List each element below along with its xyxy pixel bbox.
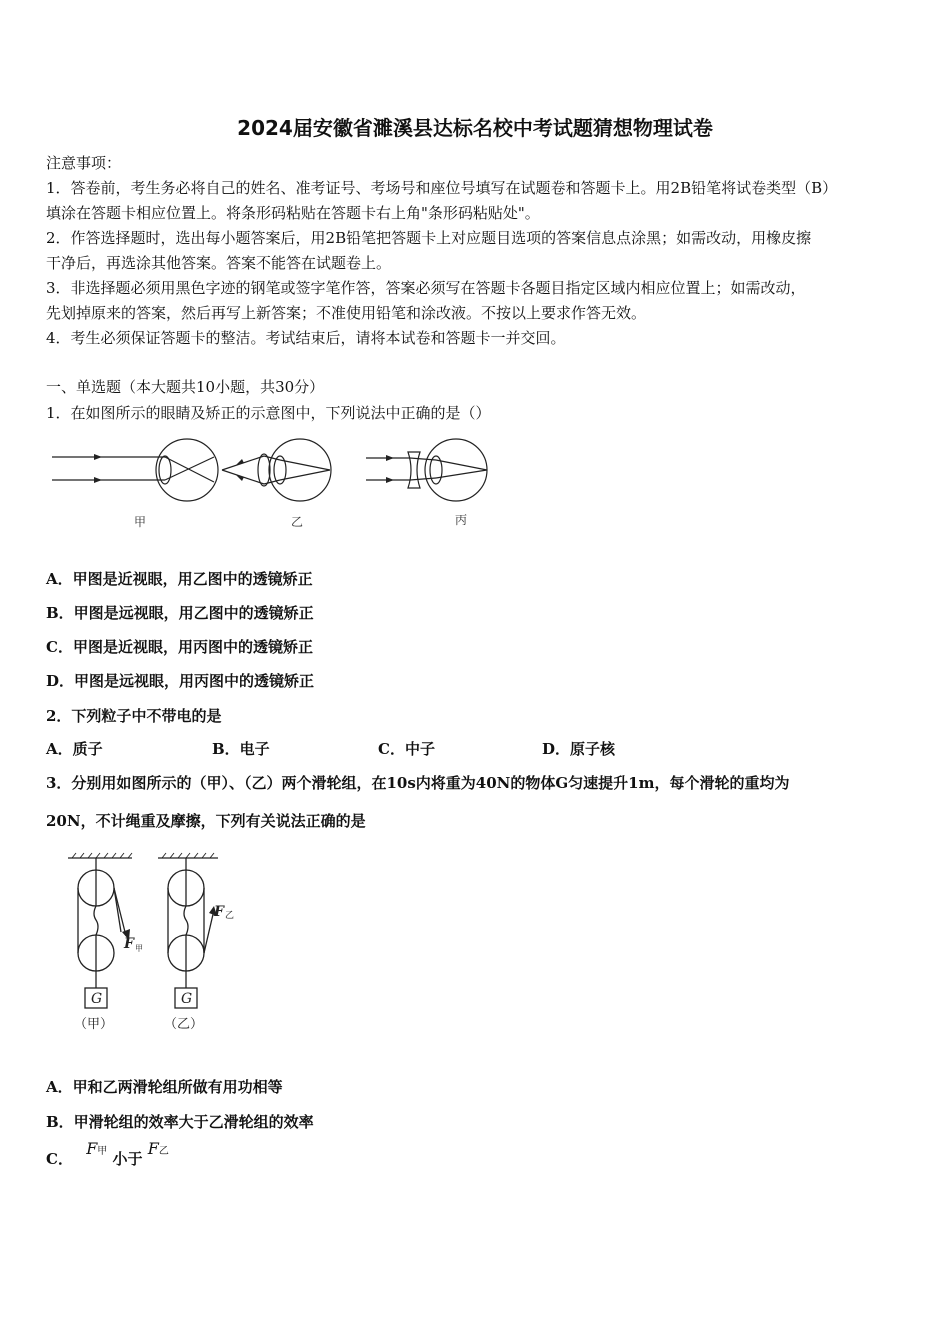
eye-ball-yi	[269, 439, 331, 501]
q2-option-d[interactable]: D．原子核	[542, 740, 616, 758]
pulley-label-yi: （乙）	[164, 1017, 204, 1032]
figure-label-bing: 丙	[455, 513, 468, 527]
eye-diagram-figure	[44, 428, 504, 540]
pulley-svg	[66, 850, 256, 1035]
page-title: 2024届安徽省濉溪县达标名校中考试题猜想物理试卷	[237, 116, 713, 140]
force-label-jia: F	[124, 936, 134, 952]
q3-option-c-text: 小于	[112, 1150, 143, 1168]
figure-label-yi: 乙	[291, 515, 304, 529]
weight-block-yi: G	[181, 991, 193, 1007]
question-2-stem: 2．下列粒子中不带电的是	[46, 707, 222, 725]
notice-line: 3．非选择题必须用黑色字迹的钢笔或签字笔作答，答案必须写在答题卡各题目指定区域内相应位置上；如需改动，	[46, 279, 806, 297]
notice-line: 先划掉原来的答案，然后再写上新答案；不准使用铅笔和涂改液。不按以上要求作答无效。	[46, 304, 647, 322]
question-3-stem-line2: 20N，不计绳重及摩擦，下列有关说法正确的是	[46, 812, 366, 830]
question-1-stem: 1．在如图所示的眼睛及矫正的示意图中，下列说法中正确的是（）	[46, 404, 491, 422]
eye-diagram-svg	[44, 428, 504, 540]
force-sub-yi: 乙	[225, 911, 235, 921]
notice-line: 2．作答选择题时，选出每小题答案后，用2B铅笔把答题卡上对应题目选项的答案信息点涂黑；如需改动，用橡皮擦	[46, 229, 812, 247]
concave-lens-bing	[408, 452, 420, 488]
force-label-yi: F	[214, 904, 224, 920]
q3-option-b[interactable]: B．甲滑轮组的效率大于乙滑轮组的效率	[46, 1113, 314, 1131]
force-symbol-jia: F甲	[86, 1139, 108, 1158]
section-heading: 一、单选题（本大题共10小题，共30分）	[46, 378, 325, 396]
pulley-label-jia: （甲）	[74, 1017, 114, 1032]
notice-line: 干净后，再选涂其他答案。答案不能答在试题卷上。	[46, 254, 392, 272]
q1-option-d[interactable]: D．甲图是远视眼，用丙图中的透镜矫正	[46, 672, 315, 690]
q1-option-b[interactable]: B．甲图是远视眼，用乙图中的透镜矫正	[46, 604, 314, 622]
q2-option-b[interactable]: B．电子	[212, 740, 270, 758]
pulley-figure	[66, 850, 256, 1035]
q3-option-c[interactable]	[46, 1139, 169, 1169]
convex-lens-yi	[258, 454, 270, 486]
force-sub-jia: 甲	[135, 944, 143, 953]
weight-block-jia: G	[91, 991, 103, 1007]
notice-line: 填涂在答题卡相应位置上。将条形码粘贴在答题卡右上角"条形码粘贴处"。	[46, 204, 540, 222]
figure-label-jia: 甲	[134, 515, 147, 529]
question-3-stem-line1: 3．分别用如图所示的（甲）、（乙）两个滑轮组，在10s内将重为40N的物体G匀速提升1m，每个滑轮的重均为	[46, 774, 790, 792]
notice-line: 4．考生必须保证答题卡的整洁。考试结束后，请将本试卷和答题卡一并交回。	[46, 329, 566, 347]
q1-option-a[interactable]: A．甲图是近视眼，用乙图中的透镜矫正	[46, 570, 313, 588]
force-symbol-yi: F乙	[147, 1139, 169, 1158]
eye-ball-bing	[425, 439, 487, 501]
notice-line: 1．答卷前，考生务必将自己的姓名、准考证号、考场号和座位号填写在试题卷和答题卡上。用2B铅笔将试卷类型（B）	[46, 179, 838, 197]
q3-option-a[interactable]: A．甲和乙两滑轮组所做有用功相等	[46, 1078, 283, 1096]
q2-option-a[interactable]: A．质子	[46, 740, 103, 758]
notice-heading: 注意事项：	[46, 154, 122, 172]
q2-option-c[interactable]: C．中子	[378, 740, 435, 758]
q3-option-c-prefix: C．	[46, 1150, 73, 1168]
q1-option-c[interactable]: C．甲图是近视眼，用丙图中的透镜矫正	[46, 638, 313, 656]
